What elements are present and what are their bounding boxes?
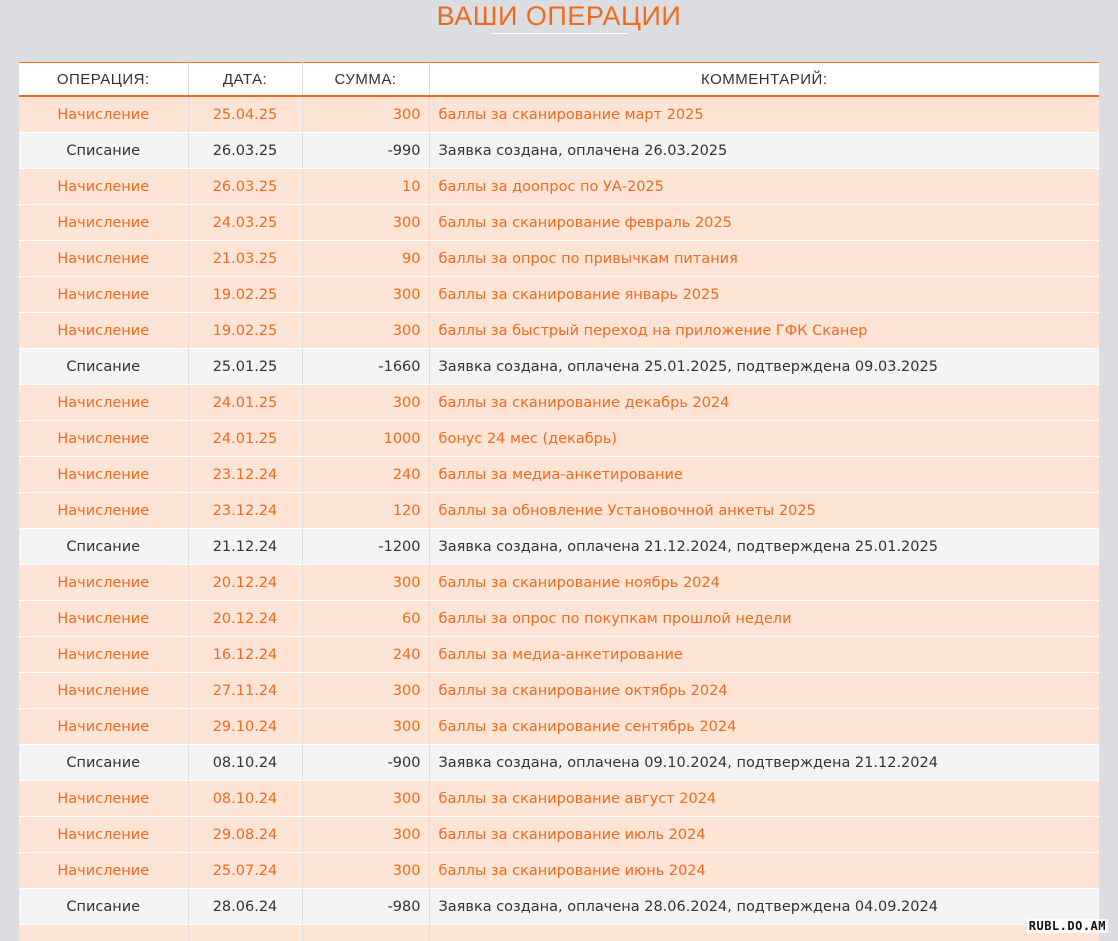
- amount-cell: -900: [302, 745, 429, 781]
- watermark: RUBL.DO.AM: [1028, 919, 1106, 933]
- table-body: [19, 96, 1099, 941]
- operation-cell: Начисление: [19, 96, 188, 133]
- title-underline: [491, 33, 628, 34]
- date-cell: 28.06.24: [188, 889, 302, 925]
- operation-cell: Списание: [19, 529, 188, 565]
- date-cell: [188, 925, 302, 941]
- date-cell: 24.03.25: [188, 205, 302, 241]
- amount-cell: -990: [302, 133, 429, 169]
- operation-cell: Начисление: [19, 277, 188, 313]
- table-row: [19, 745, 1099, 781]
- amount-cell: 300: [302, 205, 429, 241]
- page-title: ВАШИ ОПЕРАЦИИ: [436, 1, 682, 31]
- amount-cell: 300: [302, 565, 429, 601]
- amount-cell: 120: [302, 493, 429, 529]
- table-row: [19, 925, 1099, 941]
- table-row: [19, 385, 1099, 421]
- comment-cell: баллы за сканирование август 2024: [429, 781, 1099, 817]
- amount-cell: 300: [302, 313, 429, 349]
- date-cell: 23.12.24: [188, 493, 302, 529]
- amount-cell: 300: [302, 385, 429, 421]
- operation-cell: Начисление: [19, 817, 188, 853]
- comment-cell: баллы за опрос по покупкам прошлой недели: [429, 601, 1099, 637]
- amount-cell: -1200: [302, 529, 429, 565]
- header-operation: ОПЕРАЦИЯ:: [19, 63, 188, 97]
- header-amount: СУММА:: [302, 63, 429, 97]
- comment-cell: баллы за сканирование февраль 2025: [429, 205, 1099, 241]
- date-cell: 20.12.24: [188, 601, 302, 637]
- comment-cell: баллы за сканирование январь 2025: [429, 277, 1099, 313]
- comment-cell: баллы за сканирование июль 2024: [429, 817, 1099, 853]
- date-cell: 26.03.25: [188, 169, 302, 205]
- date-cell: 19.02.25: [188, 277, 302, 313]
- table-row: [19, 493, 1099, 529]
- operation-cell: Начисление: [19, 313, 188, 349]
- date-cell: 24.01.25: [188, 421, 302, 457]
- date-cell: 21.12.24: [188, 529, 302, 565]
- operation-cell: Списание: [19, 745, 188, 781]
- comment-cell: баллы за медиа-анкетирование: [429, 457, 1099, 493]
- date-cell: 26.03.25: [188, 133, 302, 169]
- amount-cell: 60: [302, 601, 429, 637]
- operation-cell: Списание: [19, 133, 188, 169]
- table-row: [19, 96, 1099, 133]
- table-row: [19, 529, 1099, 565]
- amount-cell: 240: [302, 457, 429, 493]
- header-comment: КОММЕНТАРИЙ:: [429, 63, 1099, 97]
- table-row: [19, 889, 1099, 925]
- date-cell: 19.02.25: [188, 313, 302, 349]
- amount-cell: [302, 925, 429, 941]
- amount-cell: -1660: [302, 349, 429, 385]
- operations-panel: [19, 62, 1099, 941]
- comment-cell: [429, 925, 1099, 941]
- comment-cell: Заявка создана, оплачена 09.10.2024, подтверждена 21.12.2024: [429, 745, 1099, 781]
- date-cell: 25.04.25: [188, 96, 302, 133]
- operation-cell: Списание: [19, 889, 188, 925]
- date-cell: 29.08.24: [188, 817, 302, 853]
- date-cell: 21.03.25: [188, 241, 302, 277]
- amount-cell: 90: [302, 241, 429, 277]
- table-row: [19, 457, 1099, 493]
- date-cell: 08.10.24: [188, 745, 302, 781]
- comment-cell: баллы за сканирование сентябрь 2024: [429, 709, 1099, 745]
- comment-cell: Заявка создана, оплачена 26.03.2025: [429, 133, 1099, 169]
- table-row: [19, 781, 1099, 817]
- operation-cell: Начисление: [19, 169, 188, 205]
- table-row: [19, 205, 1099, 241]
- date-cell: 23.12.24: [188, 457, 302, 493]
- amount-cell: 300: [302, 817, 429, 853]
- comment-cell: баллы за быстрый переход на приложение ГФК Сканер: [429, 313, 1099, 349]
- amount-cell: 300: [302, 673, 429, 709]
- date-cell: 25.07.24: [188, 853, 302, 889]
- operation-cell: Начисление: [19, 385, 188, 421]
- table-row: [19, 565, 1099, 601]
- comment-cell: баллы за сканирование март 2025: [429, 96, 1099, 133]
- comment-cell: баллы за доопрос по УА-2025: [429, 169, 1099, 205]
- amount-cell: 300: [302, 781, 429, 817]
- operation-cell: Начисление: [19, 241, 188, 277]
- comment-cell: баллы за сканирование июнь 2024: [429, 853, 1099, 889]
- operation-cell: Начисление: [19, 673, 188, 709]
- comment-cell: баллы за сканирование декабрь 2024: [429, 385, 1099, 421]
- comment-cell: Заявка создана, оплачена 25.01.2025, подтверждена 09.03.2025: [429, 349, 1099, 385]
- operation-cell: Начисление: [19, 637, 188, 673]
- table-row: [19, 133, 1099, 169]
- table-row: [19, 277, 1099, 313]
- amount-cell: 300: [302, 709, 429, 745]
- table-row: [19, 421, 1099, 457]
- comment-cell: баллы за медиа-анкетирование: [429, 637, 1099, 673]
- header-date: ДАТА:: [188, 63, 302, 97]
- operation-cell: Списание: [19, 349, 188, 385]
- operation-cell: Начисление: [19, 781, 188, 817]
- comment-cell: баллы за сканирование ноябрь 2024: [429, 565, 1099, 601]
- table-row: [19, 313, 1099, 349]
- comment-cell: Заявка создана, оплачена 28.06.2024, подтверждена 04.09.2024: [429, 889, 1099, 925]
- amount-cell: -980: [302, 889, 429, 925]
- amount-cell: 300: [302, 853, 429, 889]
- table-row: [19, 241, 1099, 277]
- amount-cell: 300: [302, 96, 429, 133]
- date-cell: 24.01.25: [188, 385, 302, 421]
- table-row: [19, 709, 1099, 745]
- amount-cell: 300: [302, 277, 429, 313]
- operation-cell: Начисление: [19, 205, 188, 241]
- date-cell: 08.10.24: [188, 781, 302, 817]
- table-row: [19, 601, 1099, 637]
- operation-cell: Начисление: [19, 853, 188, 889]
- operation-cell: Начисление: [19, 421, 188, 457]
- table-row: [19, 673, 1099, 709]
- operation-cell: Начисление: [19, 565, 188, 601]
- table-row: [19, 637, 1099, 673]
- comment-cell: баллы за обновление Установочной анкеты 2025: [429, 493, 1099, 529]
- date-cell: 16.12.24: [188, 637, 302, 673]
- operation-cell: [19, 925, 188, 941]
- table-row: [19, 349, 1099, 385]
- comment-cell: Заявка создана, оплачена 21.12.2024, подтверждена 25.01.2025: [429, 529, 1099, 565]
- date-cell: 20.12.24: [188, 565, 302, 601]
- table-row: [19, 853, 1099, 889]
- table-row: [19, 817, 1099, 853]
- date-cell: 29.10.24: [188, 709, 302, 745]
- date-cell: 27.11.24: [188, 673, 302, 709]
- operation-cell: Начисление: [19, 457, 188, 493]
- operation-cell: Начисление: [19, 709, 188, 745]
- amount-cell: 10: [302, 169, 429, 205]
- operation-cell: Начисление: [19, 601, 188, 637]
- table-row: [19, 169, 1099, 205]
- operation-cell: Начисление: [19, 493, 188, 529]
- comment-cell: бонус 24 мес (декабрь): [429, 421, 1099, 457]
- comment-cell: баллы за сканирование октябрь 2024: [429, 673, 1099, 709]
- amount-cell: 1000: [302, 421, 429, 457]
- comment-cell: баллы за опрос по привычкам питания: [429, 241, 1099, 277]
- amount-cell: 240: [302, 637, 429, 673]
- header-row: [19, 63, 1099, 97]
- operations-table: [19, 62, 1099, 941]
- table-header: [19, 63, 1099, 97]
- date-cell: 25.01.25: [188, 349, 302, 385]
